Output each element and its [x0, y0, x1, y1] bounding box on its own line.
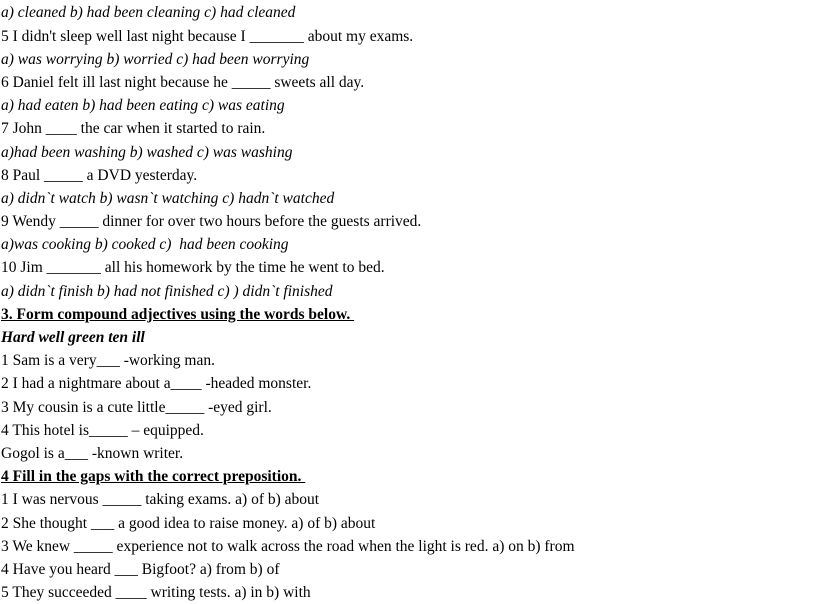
adjective-item-2: 2 I had a nightmare about a____ -headed monster.	[1, 375, 312, 392]
section-3-heading: 3. Form compound adjectives using the words below.	[1, 306, 355, 323]
preposition-item-3: 3 We knew _____ experience not to walk across the road when the light is red. a) on b) from	[1, 538, 575, 555]
answer-options-8: a) didn`t watch b) wasn`t watching c) hadn`t watched	[1, 190, 335, 207]
answer-options-4: a) cleaned b) had been cleaning c) had cleaned	[1, 4, 296, 21]
preposition-item-4: 4 Have you heard ___ Bigfoot? a) from b) of	[1, 561, 280, 578]
section-4-heading: 4 Fill in the gaps with the correct preposition.	[1, 468, 306, 485]
answer-options-6: a) had eaten b) had been eating c) was eating	[1, 97, 285, 114]
word-bank: Hard well green ten ill	[1, 329, 145, 346]
question-8: 8 Paul _____ a DVD yesterday.	[1, 167, 198, 184]
answer-options-9: a)was cooking b) cooked c) had been cooking	[1, 236, 289, 253]
answer-options-10: a) didn`t finish b) had not finished c) ) didn`t finished	[1, 283, 333, 300]
preposition-item-2: 2 She thought ___ a good idea to raise money. a) of b) about	[1, 515, 376, 532]
question-9: 9 Wendy _____ dinner for over two hours before the guests arrived.	[1, 213, 422, 230]
adjective-item-3: 3 My cousin is a cute little_____ -eyed girl.	[1, 399, 272, 416]
question-5: 5 I didn't sleep well last night because I _______ about my exams.	[1, 28, 414, 45]
question-10: 10 Jim _______ all his homework by the time he went to bed.	[1, 259, 385, 276]
preposition-item-5: 5 They succeeded ____ writing tests. a) in b) with	[1, 584, 311, 601]
question-6: 6 Daniel felt ill last night because he _____ sweets all day.	[1, 74, 365, 91]
answer-options-5: a) was worrying b) worried c) had been worrying	[1, 51, 310, 68]
preposition-item-1: 1 I was nervous _____ taking exams. a) of b) about	[1, 491, 320, 508]
answer-options-7: a)had been washing b) washed c) was washing	[1, 144, 293, 161]
adjective-item-5: Gogol is a___ -known writer.	[1, 445, 184, 462]
question-7: 7 John ____ the car when it started to rain.	[1, 120, 266, 137]
adjective-item-1: 1 Sam is a very___ -working man.	[1, 352, 215, 369]
adjective-item-4: 4 This hotel is_____ – equipped.	[1, 422, 204, 439]
